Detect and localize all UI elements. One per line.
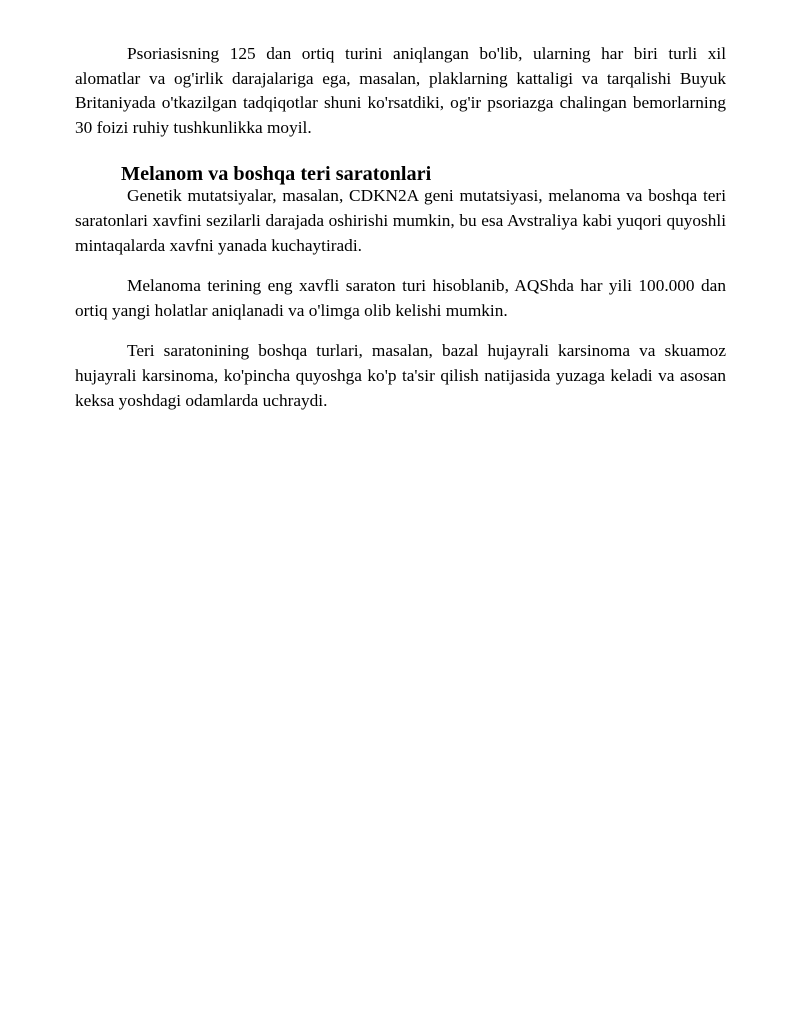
section-heading-melanoma: Melanom va boshqa teri saratonlari xyxy=(121,163,432,186)
paragraph-melanoma-usa: Melanoma terining eng xavfli saraton turi hisoblanib, AQShda har yili 100.000 dan ortiq yangi holatlar aniqlanadi va o'limga olib kelishi mumkin. xyxy=(75,276,726,320)
document-page xyxy=(75,42,726,413)
paragraph-psoriasis: Psoriasisning 125 dan ortiq turini aniqlangan bo'lib, ularning har biri turli xil alomatlar va og'irlik darajalariga ega, masalan, plaklarning kattaligi va tarqalishi Buyuk Britaniyada o'tkazilgan tadqiqotlar shuni ko'rsatdiki, og'ir psoriazga chalingan bemorlarning 30 foizi ruhiy tushkunlikka moyil. xyxy=(75,44,726,137)
paragraph-other-skin-cancers: Teri saratonining boshqa turlari, masalan, bazal hujayrali karsinoma va skuamoz hujayrali karsinoma, ko'pincha quyoshga ko'p ta'sir qilish natijasida yuzaga keladi va asosan keksa yoshdagi odamlarda uchraydi. xyxy=(75,341,726,410)
paragraph-genetic-mutations: Genetik mutatsiyalar, masalan, CDKN2A geni mutatsiyasi, melanoma va boshqa teri saratonlari xavfini sezilarli darajada oshirishi mumkin, bu esa Avstraliya kabi yuqori quyoshli mintaqalarda xavfni yanada kuchaytiradi. xyxy=(75,186,726,255)
